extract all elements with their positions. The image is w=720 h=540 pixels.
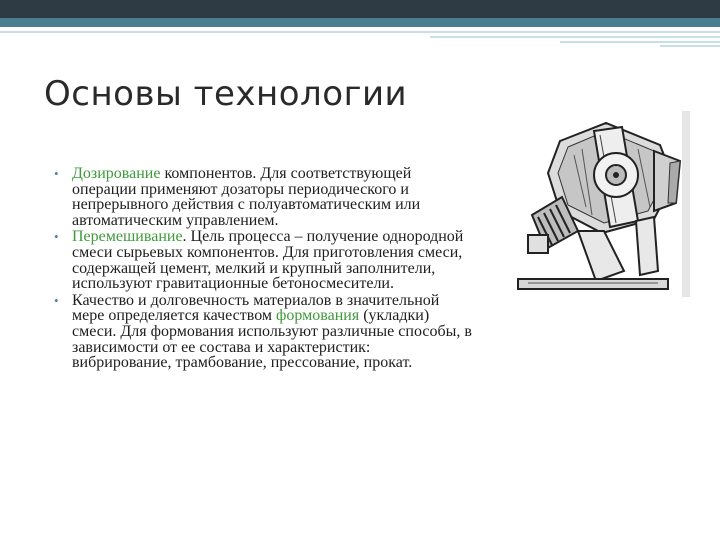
bullet-text: компонентов. Для соответствующей операции применяют дозаторы периодического и непрерывного действия с полуавтоматическим или автоматическим управлением. xyxy=(72,165,421,229)
gravity-concrete-mixer-icon xyxy=(504,111,690,297)
term-mixing: Перемешивание xyxy=(72,228,183,246)
page-title: Основы технологии xyxy=(44,74,408,114)
list-item xyxy=(52,166,472,228)
header-stripes xyxy=(0,27,720,49)
list-item xyxy=(52,229,472,291)
bullet-icon: • xyxy=(54,166,59,181)
term-dosing: Дозирование xyxy=(72,165,161,182)
bullet-icon: • xyxy=(54,229,59,245)
list-item xyxy=(52,293,472,371)
bullet-list xyxy=(52,166,472,372)
term-forming: формования xyxy=(276,307,360,325)
bullet-text: . Цель процесса – получение однородной смеси сырьевых компонентов. Для приготовления смеси, содержащей цемент, мелкий и крупный заполнители, используют гравитационные бетоносмесители. xyxy=(72,228,464,293)
bullet-text-pre: Качество и долговечность материалов в значительной мере определяется качеством xyxy=(72,291,440,325)
bullet-icon: • xyxy=(54,292,59,308)
header-bar xyxy=(0,0,720,18)
header-accent-bar xyxy=(0,18,720,27)
bullet-text: (укладки) смеси. Для формования используют различные способы, в зависимости от ее состава и характеристик: вибрирование, трамбование, прессование, прокат. xyxy=(72,307,472,372)
